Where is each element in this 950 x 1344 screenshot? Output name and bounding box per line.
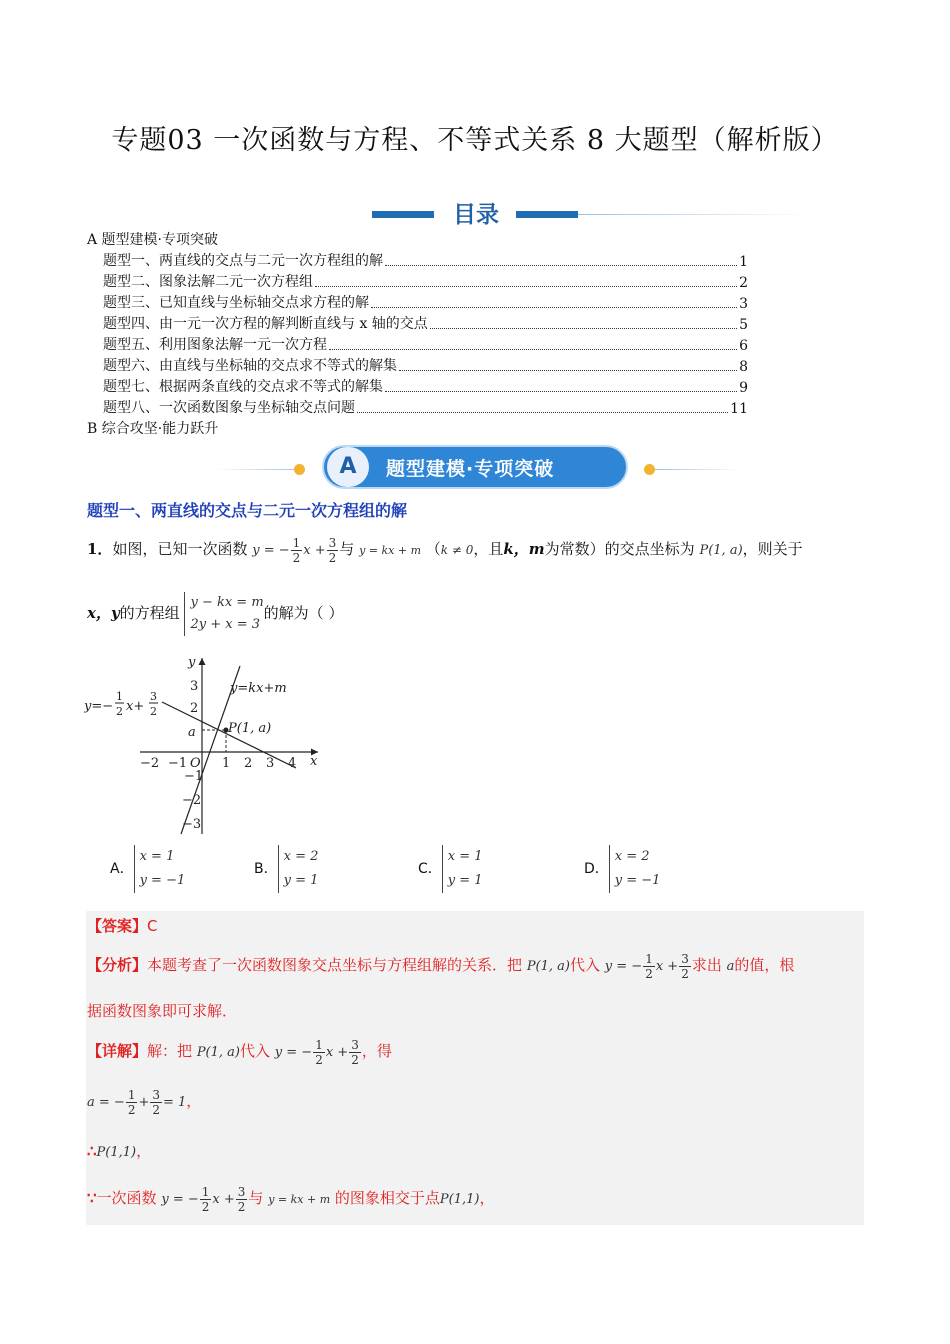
line2-label: y=kx+m: [230, 681, 287, 696]
analysis-line-2: 据函数图象即可求解．: [87, 1002, 238, 1020]
toc-item[interactable]: 题型三、已知直线与坐标轴交点求方程的解 3: [103, 295, 748, 312]
x-tick: 4: [288, 756, 297, 771]
toc-item[interactable]: 题型八、一次函数图象与坐标轴交点问题 11: [103, 400, 748, 417]
a-label: a: [188, 725, 196, 740]
choice-d[interactable]: D．x = 2 y = −1: [584, 845, 660, 893]
line1-num2: 3: [150, 690, 157, 703]
line1-den1: 2: [116, 705, 123, 718]
function-graph: [84, 648, 334, 838]
x-tick: −2: [140, 756, 160, 771]
question-line-1: 1．如图，已知一次函数 y = − $\frac{1}{2}$ x + $\frac{3}{2}$ 与 y = kx + m （k ≠ 0，且k，m为常数）的交点坐标为 P(1, a)，则关于: [87, 536, 803, 565]
origin-label: O: [190, 756, 201, 771]
line1-label: y=−: [84, 699, 114, 714]
banner-letter: A: [327, 447, 369, 487]
banner-line-left: [215, 469, 300, 470]
y-tick: −1: [184, 769, 204, 784]
y-tick: −3: [182, 817, 202, 832]
toc-item[interactable]: 题型四、由一元一次方程的解判断直线与 x 轴的交点 5: [103, 316, 748, 333]
analysis-line-1: 【分析】本题考查了一次函数图象交点坐标与方程组解的关系．把 P(1, a)代入 y = − $\frac{1}{2}$ x + $\frac{3}{2}$ 求出 a的值，根: [87, 952, 795, 981]
toc-item[interactable]: 题型六、由直线与坐标轴的交点求不等式的解集 8: [103, 358, 748, 375]
toc-bar-left: [372, 211, 434, 218]
detail-line-3: ∴P(1,1)，: [87, 1142, 152, 1160]
banner-dot-right: [644, 464, 655, 475]
page-title: 专题03 一次函数与方程、不等式关系 8 大题型（解析版）: [111, 125, 839, 156]
detail-line-2: a = − $\frac{1}{2}$ + $\frac{3}{2}$ = 1，: [87, 1088, 202, 1117]
x-tick: 1: [222, 756, 231, 771]
toc-item[interactable]: 题型二、图象法解二元一次方程组 2: [103, 274, 748, 291]
banner-dot-left: [294, 464, 305, 475]
line1-den2: 2: [150, 705, 157, 718]
x-tick: −1: [168, 756, 188, 771]
x-axis-label: x: [310, 754, 318, 769]
x-tick: 2: [244, 756, 253, 771]
toc-item[interactable]: 题型五、利用图象法解一元一次方程 6: [103, 337, 748, 354]
line1-tail: x+: [126, 699, 145, 714]
toc-item[interactable]: 题型一、两直线的交点与二元一次方程组的解 1: [103, 253, 748, 270]
y-tick: 3: [190, 679, 199, 694]
detail-line-4: ∵一次函数 y = − $\frac{1}{2}$ x + $\frac{3}{2}$ 与 y = kx + m 的图象相交于点P(1,1)，: [87, 1185, 495, 1214]
y-tick: 2: [190, 701, 199, 716]
choice-c[interactable]: C．x = 1 y = 1: [418, 845, 483, 893]
toc-item[interactable]: 题型七、根据两条直线的交点求不等式的解集 9: [103, 379, 748, 396]
type1-heading: 题型一、两直线的交点与二元一次方程组的解: [87, 501, 408, 520]
banner-title: 题型建模·专项突破: [386, 458, 555, 480]
toc-section-a[interactable]: A 题型建模·专项突破: [87, 232, 219, 248]
line1-num1: 1: [116, 690, 123, 703]
y-axis-label: y: [188, 655, 196, 670]
question-line-2: x，y的方程组 y − kx = m 2y + x = 3的解为（ ）: [87, 592, 343, 636]
answer-line: 【答案】C: [87, 917, 158, 935]
toc-bar-right: [516, 211, 578, 218]
detail-line-1: 【详解】解：把 P(1, a)代入 y = − $\frac{1}{2}$ x + $\frac{3}{2}$ ，得: [87, 1038, 392, 1067]
toc-section-b[interactable]: B 综合攻坚·能力跃升: [87, 421, 219, 437]
toc-divider: [578, 214, 808, 215]
choice-a[interactable]: A．x = 1 y = −1: [110, 845, 185, 893]
point-label: P(1, a): [228, 721, 272, 736]
y-tick: −2: [182, 793, 202, 808]
banner-line-right: [655, 469, 740, 470]
toc-heading: 目录: [453, 202, 499, 228]
x-tick: 3: [266, 756, 275, 771]
choice-b[interactable]: B．x = 2 y = 1: [254, 845, 318, 893]
